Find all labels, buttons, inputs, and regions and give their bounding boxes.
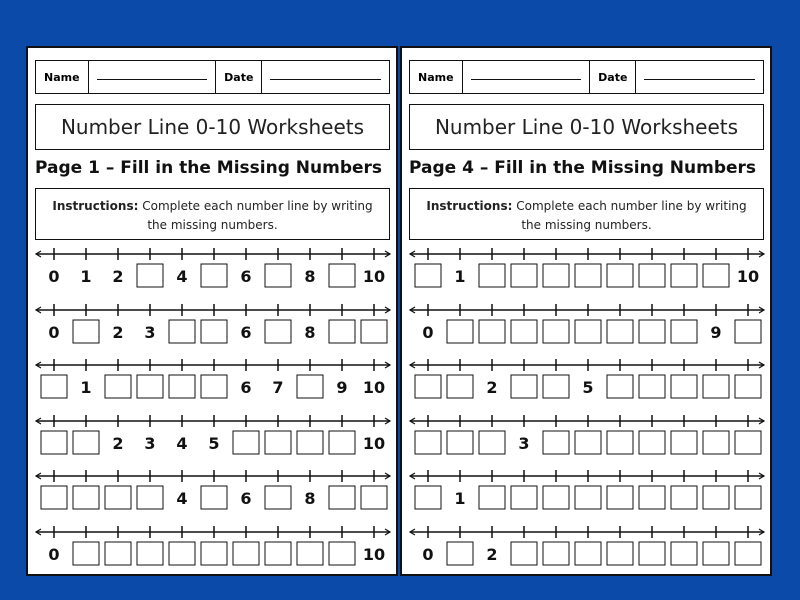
- answer-box[interactable]: [607, 486, 633, 509]
- answer-box[interactable]: [329, 486, 355, 509]
- number-line: [410, 248, 764, 287]
- worksheet-page-1: [26, 46, 398, 576]
- number-label: 2: [112, 267, 124, 286]
- number-line: [36, 470, 390, 509]
- answer-box[interactable]: [479, 486, 505, 509]
- number-label: 10: [362, 434, 386, 453]
- number-label: 0: [422, 323, 434, 342]
- answer-box[interactable]: [447, 375, 473, 398]
- instructions-label: Instructions:: [52, 199, 139, 213]
- answer-box[interactable]: [511, 486, 537, 509]
- answer-box[interactable]: [201, 320, 227, 343]
- number-line: [410, 526, 764, 565]
- answer-box[interactable]: [73, 486, 99, 509]
- number-label: 3: [144, 434, 156, 453]
- answer-box[interactable]: [607, 375, 633, 398]
- number-label: 1: [454, 489, 466, 508]
- answer-box[interactable]: [415, 486, 441, 509]
- answer-box[interactable]: [703, 264, 729, 287]
- answer-box[interactable]: [201, 542, 227, 565]
- number-label: 8: [304, 489, 316, 508]
- number-label: 0: [422, 545, 434, 564]
- answer-box[interactable]: [671, 542, 697, 565]
- answer-box[interactable]: [511, 375, 537, 398]
- answer-box[interactable]: [329, 320, 355, 343]
- answer-box[interactable]: [607, 542, 633, 565]
- answer-box[interactable]: [639, 486, 665, 509]
- answer-box[interactable]: [105, 375, 131, 398]
- answer-box[interactable]: [265, 264, 291, 287]
- number-label: 0: [48, 267, 60, 286]
- answer-box[interactable]: [41, 375, 67, 398]
- number-line: [36, 248, 390, 287]
- worksheet-page-4: [400, 46, 772, 576]
- number-label: 2: [112, 323, 124, 342]
- number-label: 10: [362, 267, 386, 286]
- answer-box[interactable]: [671, 486, 697, 509]
- number-label: 5: [582, 378, 594, 397]
- answer-box[interactable]: [201, 486, 227, 509]
- answer-box[interactable]: [671, 431, 697, 454]
- number-line: [36, 359, 390, 398]
- answer-box[interactable]: [543, 431, 569, 454]
- answer-box[interactable]: [361, 320, 387, 343]
- number-label: 5: [208, 434, 220, 453]
- number-label: 2: [486, 545, 498, 564]
- answer-box[interactable]: [137, 375, 163, 398]
- answer-box[interactable]: [735, 542, 761, 565]
- answer-box[interactable]: [329, 264, 355, 287]
- answer-box[interactable]: [73, 542, 99, 565]
- answer-box[interactable]: [511, 320, 537, 343]
- answer-box[interactable]: [329, 431, 355, 454]
- answer-box[interactable]: [639, 431, 665, 454]
- number-label: 4: [176, 267, 188, 286]
- number-line: [36, 304, 390, 343]
- answer-box[interactable]: [201, 264, 227, 287]
- number-label: 3: [518, 434, 530, 453]
- number-label: 1: [80, 267, 92, 286]
- answer-box[interactable]: [639, 542, 665, 565]
- answer-box[interactable]: [607, 264, 633, 287]
- number-label: 8: [304, 323, 316, 342]
- number-label: 10: [736, 267, 760, 286]
- answer-box[interactable]: [575, 431, 601, 454]
- answer-box[interactable]: [415, 431, 441, 454]
- number-label: 6: [240, 489, 252, 508]
- page-subtitle: Page 4 – Fill in the Missing Numbers: [409, 158, 757, 178]
- answer-box[interactable]: [73, 431, 99, 454]
- number-line: [36, 415, 390, 454]
- name-label: Name: [36, 61, 89, 93]
- page-title: Number Line 0-10 Worksheets: [35, 104, 390, 150]
- answer-box[interactable]: [671, 375, 697, 398]
- number-label: 6: [240, 378, 252, 397]
- answer-box[interactable]: [703, 375, 729, 398]
- number-label: 7: [272, 378, 284, 397]
- number-label: 9: [336, 378, 348, 397]
- instructions-text: Complete each number line by writing the missing numbers.: [516, 199, 747, 232]
- answer-box[interactable]: [41, 486, 67, 509]
- page-subtitle: Page 1 – Fill in the Missing Numbers: [35, 158, 383, 178]
- answer-box[interactable]: [105, 542, 131, 565]
- page-title: Number Line 0-10 Worksheets: [409, 104, 764, 150]
- answer-box[interactable]: [297, 375, 323, 398]
- answer-box[interactable]: [543, 486, 569, 509]
- answer-box[interactable]: [447, 542, 473, 565]
- number-line: [410, 304, 764, 343]
- answer-box[interactable]: [105, 486, 131, 509]
- answer-box[interactable]: [265, 320, 291, 343]
- answer-box[interactable]: [265, 486, 291, 509]
- answer-box[interactable]: [233, 542, 259, 565]
- number-label: 4: [176, 489, 188, 508]
- number-label: 10: [362, 378, 386, 397]
- answer-box[interactable]: [169, 320, 195, 343]
- answer-box[interactable]: [201, 375, 227, 398]
- answer-box[interactable]: [479, 320, 505, 343]
- number-label: 4: [176, 434, 188, 453]
- answer-box[interactable]: [137, 486, 163, 509]
- answer-box[interactable]: [639, 320, 665, 343]
- answer-box[interactable]: [735, 375, 761, 398]
- answer-box[interactable]: [703, 542, 729, 565]
- number-label: 10: [362, 545, 386, 564]
- number-label: 9: [710, 323, 722, 342]
- answer-box[interactable]: [415, 264, 441, 287]
- name-label: Name: [410, 61, 463, 93]
- answer-box[interactable]: [543, 264, 569, 287]
- answer-box[interactable]: [575, 320, 601, 343]
- answer-box[interactable]: [735, 486, 761, 509]
- answer-box[interactable]: [297, 431, 323, 454]
- number-label: 6: [240, 323, 252, 342]
- number-label: 8: [304, 267, 316, 286]
- number-line: [410, 359, 764, 398]
- answer-box[interactable]: [607, 431, 633, 454]
- answer-box[interactable]: [329, 542, 355, 565]
- number-label: 1: [454, 267, 466, 286]
- answer-box[interactable]: [447, 320, 473, 343]
- instructions-label: Instructions:: [426, 199, 513, 213]
- number-label: 6: [240, 267, 252, 286]
- answer-box[interactable]: [575, 542, 601, 565]
- answer-box[interactable]: [703, 431, 729, 454]
- answer-box[interactable]: [543, 542, 569, 565]
- answer-box[interactable]: [639, 375, 665, 398]
- answer-box[interactable]: [233, 431, 259, 454]
- answer-box[interactable]: [639, 264, 665, 287]
- answer-box[interactable]: [543, 320, 569, 343]
- answer-box[interactable]: [479, 264, 505, 287]
- answer-box[interactable]: [137, 542, 163, 565]
- answer-box[interactable]: [169, 542, 195, 565]
- answer-box[interactable]: [671, 320, 697, 343]
- number-label: 2: [486, 378, 498, 397]
- number-lines: [28, 48, 400, 578]
- number-line: [36, 526, 390, 565]
- answer-box[interactable]: [607, 320, 633, 343]
- answer-box[interactable]: [415, 375, 441, 398]
- number-label: 1: [80, 378, 92, 397]
- answer-box[interactable]: [703, 486, 729, 509]
- number-lines: [402, 48, 774, 578]
- instructions-text: Complete each number line by writing the missing numbers.: [142, 199, 373, 232]
- answer-box[interactable]: [447, 431, 473, 454]
- number-label: 0: [48, 545, 60, 564]
- answer-box[interactable]: [575, 264, 601, 287]
- answer-box[interactable]: [479, 431, 505, 454]
- answer-box[interactable]: [543, 375, 569, 398]
- answer-box[interactable]: [169, 375, 195, 398]
- date-label: Date: [216, 61, 262, 93]
- number-label: 2: [112, 434, 124, 453]
- answer-box[interactable]: [361, 486, 387, 509]
- answer-box[interactable]: [265, 542, 291, 565]
- date-label: Date: [590, 61, 636, 93]
- number-line: [410, 415, 764, 454]
- answer-box[interactable]: [73, 320, 99, 343]
- number-label: 3: [144, 323, 156, 342]
- answer-box[interactable]: [671, 264, 697, 287]
- answer-box[interactable]: [41, 431, 67, 454]
- number-label: 0: [48, 323, 60, 342]
- answer-box[interactable]: [137, 264, 163, 287]
- answer-box[interactable]: [735, 320, 761, 343]
- answer-box[interactable]: [735, 431, 761, 454]
- answer-box[interactable]: [265, 431, 291, 454]
- answer-box[interactable]: [297, 542, 323, 565]
- number-line: [410, 470, 764, 509]
- answer-box[interactable]: [511, 264, 537, 287]
- answer-box[interactable]: [511, 542, 537, 565]
- answer-box[interactable]: [575, 486, 601, 509]
